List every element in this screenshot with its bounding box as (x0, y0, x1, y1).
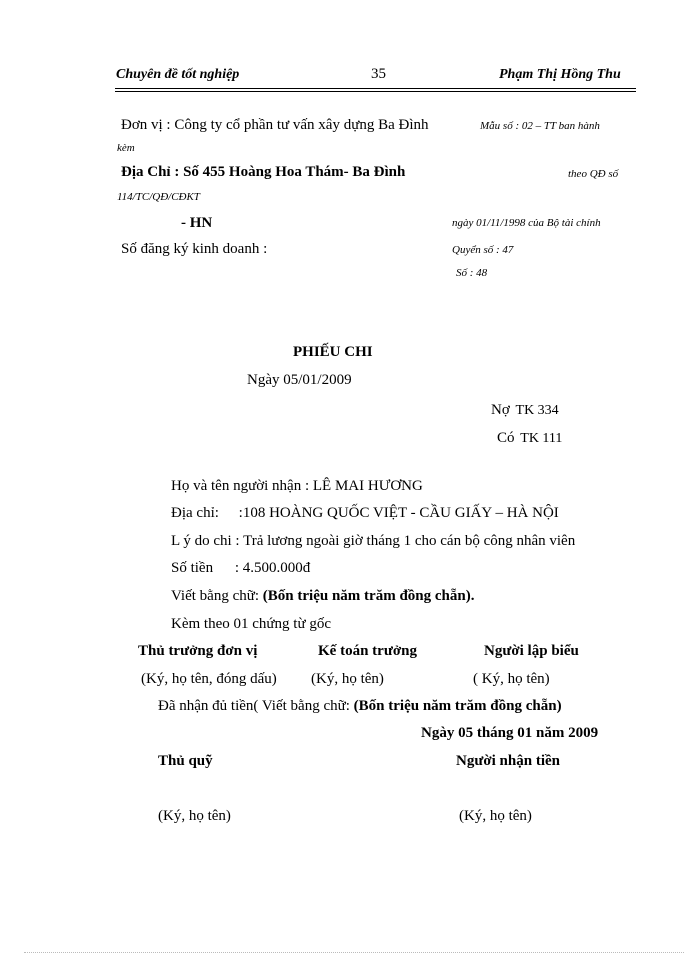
recipient-value: LÊ MAI HƯƠNG (312, 478, 423, 494)
amount-words-line (171, 588, 474, 605)
amount-words-label: Viết bằng chữ: (171, 588, 263, 604)
document-title: PHIẾU CHI (293, 344, 373, 360)
decision-date: ngày 01/11/1998 của Bộ tài chính (452, 217, 601, 229)
address-value: :108 HOÀNG QUỐC VIỆT - CẦU GIẤY – HÀ NỘI (238, 505, 559, 521)
sig-cashier: Thủ quỹ (158, 753, 213, 769)
amount-words-value: (Bốn triệu năm trăm đồng chẵn). (262, 588, 475, 604)
sig-receiver: Người nhận tiền (456, 753, 560, 769)
recipient-sep: : (304, 478, 310, 494)
voucher-number: Số : 48 (456, 267, 488, 279)
sig-chief-accountant-note: (Ký, họ tên) (311, 671, 384, 687)
sig-chief-accountant: Kế toán trưởng (318, 643, 417, 659)
debit-value: TK 334 (515, 403, 559, 418)
address-city: - HN (181, 215, 213, 231)
amount-value: : 4.500.000đ (234, 560, 311, 576)
decision-code: 114/TC/QĐ/CĐKT (117, 191, 200, 203)
amount-line (171, 560, 310, 577)
recipient-label: Họ và tên người nhận (171, 478, 302, 494)
business-reg-label: Số đăng ký kinh doanh : (121, 241, 268, 257)
sig-head-unit-note: (Ký, họ tên, đóng dấu) (141, 671, 277, 687)
sig-preparer-note: ( Ký, họ tên) (473, 671, 550, 687)
page-number: 35 (371, 66, 386, 82)
address-label: Địa chỉ: (171, 505, 219, 521)
recipient-line (171, 478, 423, 495)
credit-value: TK 111 (520, 431, 563, 446)
unit-address: Địa Chỉ : Số 455 Hoàng Hoa Thám- Ba Đình (121, 164, 406, 180)
header-rule-top (115, 88, 636, 89)
header-left: Chuyên đề tốt nghiệp (116, 67, 240, 82)
received-line (158, 698, 562, 715)
received-value: (Bốn triệu năm trăm đồng chẵn) (353, 698, 562, 714)
header-right: Phạm Thị Hồng Thu (499, 67, 621, 82)
debit-account (491, 402, 559, 419)
book-number: Quyển số : 47 (452, 244, 514, 256)
attached-documents: Kèm theo 01 chứng từ gốc (171, 616, 331, 632)
debit-label: Nợ (491, 402, 510, 418)
decision-ref: theo QĐ số (568, 168, 619, 180)
header-rule-bottom (115, 91, 636, 92)
address-line (171, 505, 559, 522)
credit-label: Có (497, 430, 515, 446)
attached-note: kèm (117, 142, 135, 154)
payment-reason: L ý do chi : Trả lương ngoài giờ tháng 1 cho cán bộ công nhân viên (171, 533, 576, 549)
sig-receiver-note: (Ký, họ tên) (459, 808, 532, 824)
signing-date: Ngày 05 tháng 01 năm 2009 (421, 725, 599, 741)
amount-label: Số tiền (171, 560, 214, 576)
unit-name: Đơn vị : Công ty cổ phần tư vấn xây dựng Ba Đình (121, 117, 429, 133)
sig-preparer: Người lập biểu (484, 643, 579, 659)
sig-cashier-note: (Ký, họ tên) (158, 808, 231, 824)
page-bottom-border (24, 952, 684, 953)
form-number: Mẫu số : 02 – TT ban hành (480, 120, 600, 132)
credit-account (497, 430, 562, 447)
received-label: Đã nhận đủ tiền( Viết bằng chữ: (158, 698, 354, 714)
document-date: Ngày 05/01/2009 (247, 372, 352, 388)
sig-head-unit: Thủ trưởng đơn vị (138, 643, 258, 659)
